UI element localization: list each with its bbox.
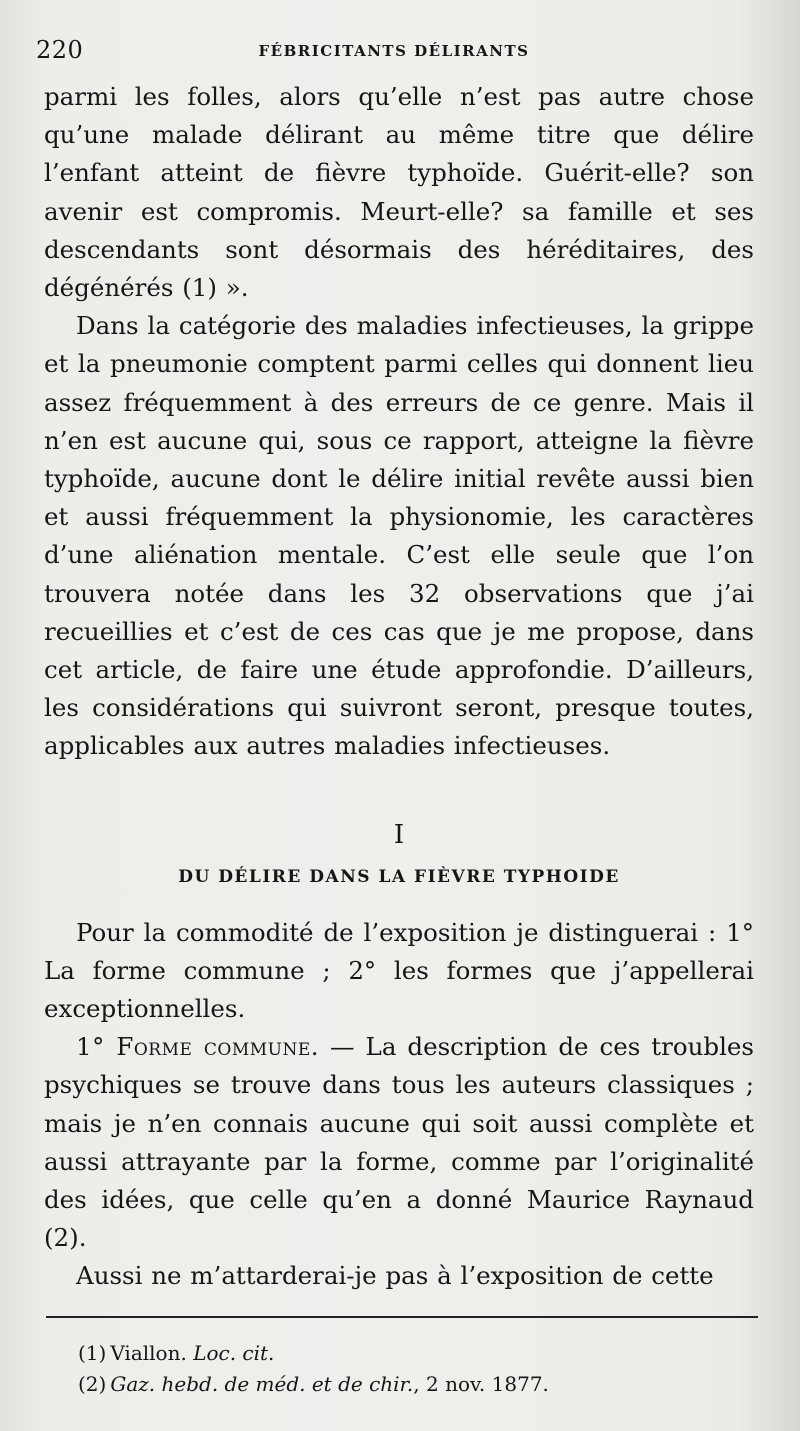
paragraph-exposition: Pour la commodité de l’exposition je distinguerai : 1° La forme commune ; 2° les formes que j’appellerai exceptionnelles. [44, 917, 754, 1024]
footnote-divider [46, 1316, 758, 1318]
footnotes [78, 1338, 754, 1400]
footnote-2 [78, 1369, 754, 1400]
footnote-1-author: Viallon. [110, 1341, 194, 1365]
footnote-1-ref: Loc. cit. [193, 1341, 275, 1365]
footnote-2-journal: Gaz. hebd. de méd. et de chir. [110, 1372, 414, 1396]
paragraph-continuation: parmi les folles, alors qu’elle n’est pas autre chose qu’une malade délirant au même titre que délire l’enfant atteint de fièvre typhoïde. Guérit-elle? son avenir est compromis. Meurt-elle? sa famille et ses descendants sont désormais des héréditaires, des dégénérés (1) ». [44, 82, 754, 303]
paragraph-last-line: Aussi ne m’attarderai-je pas à l’exposition de cette [76, 1261, 714, 1291]
footnote-2-date: , 2 nov. 1877. [413, 1372, 549, 1396]
running-head: FÉBRICITANTS DÉLIRANTS [258, 42, 530, 60]
footnote-2-mark: (2) [78, 1372, 107, 1396]
forme-commune-heading: 1° Forme commune. [76, 1032, 320, 1062]
page-number: 220 [36, 36, 84, 64]
section-title: DU DÉLIRE DANS LA FIÈVRE TYPHOIDE [178, 866, 620, 887]
footnote-1-mark: (1) [78, 1341, 107, 1365]
page-header [36, 36, 752, 72]
forme-commune-text: — La description de ces troubles psychiques se trouve dans tous les auteurs classiques ; mais je n’en connais aucune qui soit aussi complète et aussi attrayante par la forme, comme par l’originalité des idées, que celle qu’en a donné Maurice Raynaud (2). [44, 1032, 754, 1253]
footnote-1 [78, 1338, 754, 1369]
paragraph-infectious-diseases: Dans la catégorie des maladies infectieuses, la grippe et la pneumonie comptent parmi celles qui donnent lieu assez fréquemment à des erreurs de ce genre. Mais il n’en est aucune qui, sous ce rapport, atteigne la fièvre typhoïde, aucune dont le délire initial revête aussi bien et aussi fréquemment la physionomie, les caractères d’une aliénation mentale. C’est elle seule que l’on trouvera notée dans les 32 observations que j’ai recueillies et c’est de ces cas que je me propose, dans cet article, de faire une étude approfondie. D’ailleurs, les considérations qui suivront seront, presque toutes, applicables aux autres maladies infectieuses. [44, 311, 754, 761]
paragraph-forme-commune [44, 1028, 754, 1257]
page-body [44, 78, 754, 1296]
section-numeral: I [393, 819, 405, 850]
